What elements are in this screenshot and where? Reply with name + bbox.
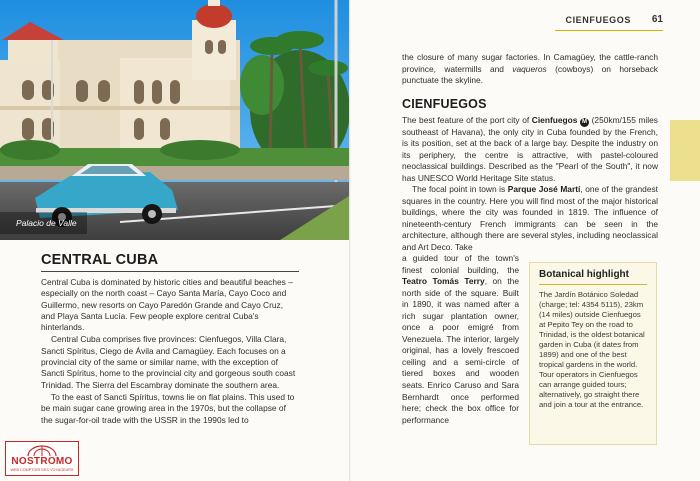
sidebar-body: The Jardín Botánico Soledad (charge; tel: 4354 5115), 23km (14 miles) outside Cienfuegos at Pepito Tey on the road to Trinidad, is the oldest botanical garden in Cuba (it dates from 1899) and one of the best tropical gardens in the world. Tour operators in Cienfuegos can arrange guided tours; alternatively, go straight there and join a tour at the entrance. [539,290,645,409]
text-run: The best feature of the port city of [402,114,532,125]
section-title-central-cuba: CENTRAL CUBA [41,252,299,272]
text-run: , one of the grandest squares in the country. Here you will find most of the major historical buildings, where the city was founded in 1819. The influence of nineteenth-century French immigrants can be seen in the architecture, although there are several styles, including neoclassical and Art Deco. Take [402,184,658,252]
right-page-text [402,52,658,253]
running-head [555,13,663,31]
italic-term: vaqueros [512,63,547,74]
text-run: , on the north side of the square. Built in 1890, it was named after a rich sugar plantation owner, once a poor emigré from Venezuela. The interior, largely original, has a lovely frescoed ceiling and a semi-circle of tiered boxes and wooden seats. Enrico Caruso and Sara Bernhardt once performed here; check the box office for performance [402,276,519,425]
text-run: (cowboys) on horseback punctuate the skyline. [402,63,658,85]
page-gutter [349,0,351,481]
paragraph: Central Cuba is dominated by historic cities and beautiful beaches – especially on the north coast – Cayo Santa María, Cayo Coco and Guillermo, new resorts on Cayo Paredón Grande and Cayo Cruz, and Playa Santa Lucía. Few people explore central Cuba's hinterlands. [41,277,293,333]
bold-place-name: Parque José Martí [507,184,581,194]
section-title-cienfuegos: CIENFUEGOS [402,96,487,111]
nostromo-watermark-logo [5,441,79,476]
paragraph [402,184,658,253]
text-run: a guided tour of the town's finest colonial building, the [402,253,519,275]
globe-icon [26,444,58,456]
paragraph-continuation [402,52,658,87]
map-marker-icon: M [582,118,588,125]
paragraph: Central Cuba comprises five provinces: Cienfuegos, Villa Clara, Sancti Spíritus, Ciego de Ávila and Camagüey. Each focuses on a provincial city of the same or similar name, with the exception of Sancti Spíritus, home to the provincial city and gorgeous south coast Trinidad. The Sierra del Escambray dominate the southern area. [41,334,296,390]
running-head-title: CIENFUEGOS [565,15,631,25]
photo-caption: Palacio de Valle [0,212,87,234]
palacio-de-valle-photo [0,0,349,240]
chapter-thumb-tab [670,120,700,181]
bold-place-name: Teatro Tomás Terry [402,276,485,287]
watermark-name: NOSTROMO [11,456,73,467]
text-run: The focal point in town is [412,184,508,194]
sidebar-title: Botanical highlight [539,269,647,285]
paragraph-continuation [402,253,519,426]
text-run: the closure of many sugar factories. In Camagüey, the cattle-ranch province, watermills and [402,52,658,74]
text-run: (250km/155 miles southeast of Havana), the only city in Cuba founded by the French, is its position, set at the back of a large bay. Despite the industry on its periphery, the centre is attractive, with pastel-coloured neoclassical buildings. Described as the "Pearl of the South", it now has UNESCO World Heritage Site status. [402,114,658,183]
page-number: 61 [651,14,663,25]
paragraph: To the east of Sancti Spíritus, towns lie on flat plains. This used to be main sugar cane growing area in the 1970s, but the collapse of the sugar-for-oil trade with the USSR in the 1990s led to [41,391,295,425]
botanical-highlight-sidebar [529,262,657,445]
watermark-tagline: WEB COMPTOIR DES VOYAGEURS [10,468,74,472]
narrow-column-text [402,253,519,426]
bold-place-name: Cienfuegos [531,114,578,125]
paragraph [402,115,658,185]
left-page-text [41,252,299,426]
